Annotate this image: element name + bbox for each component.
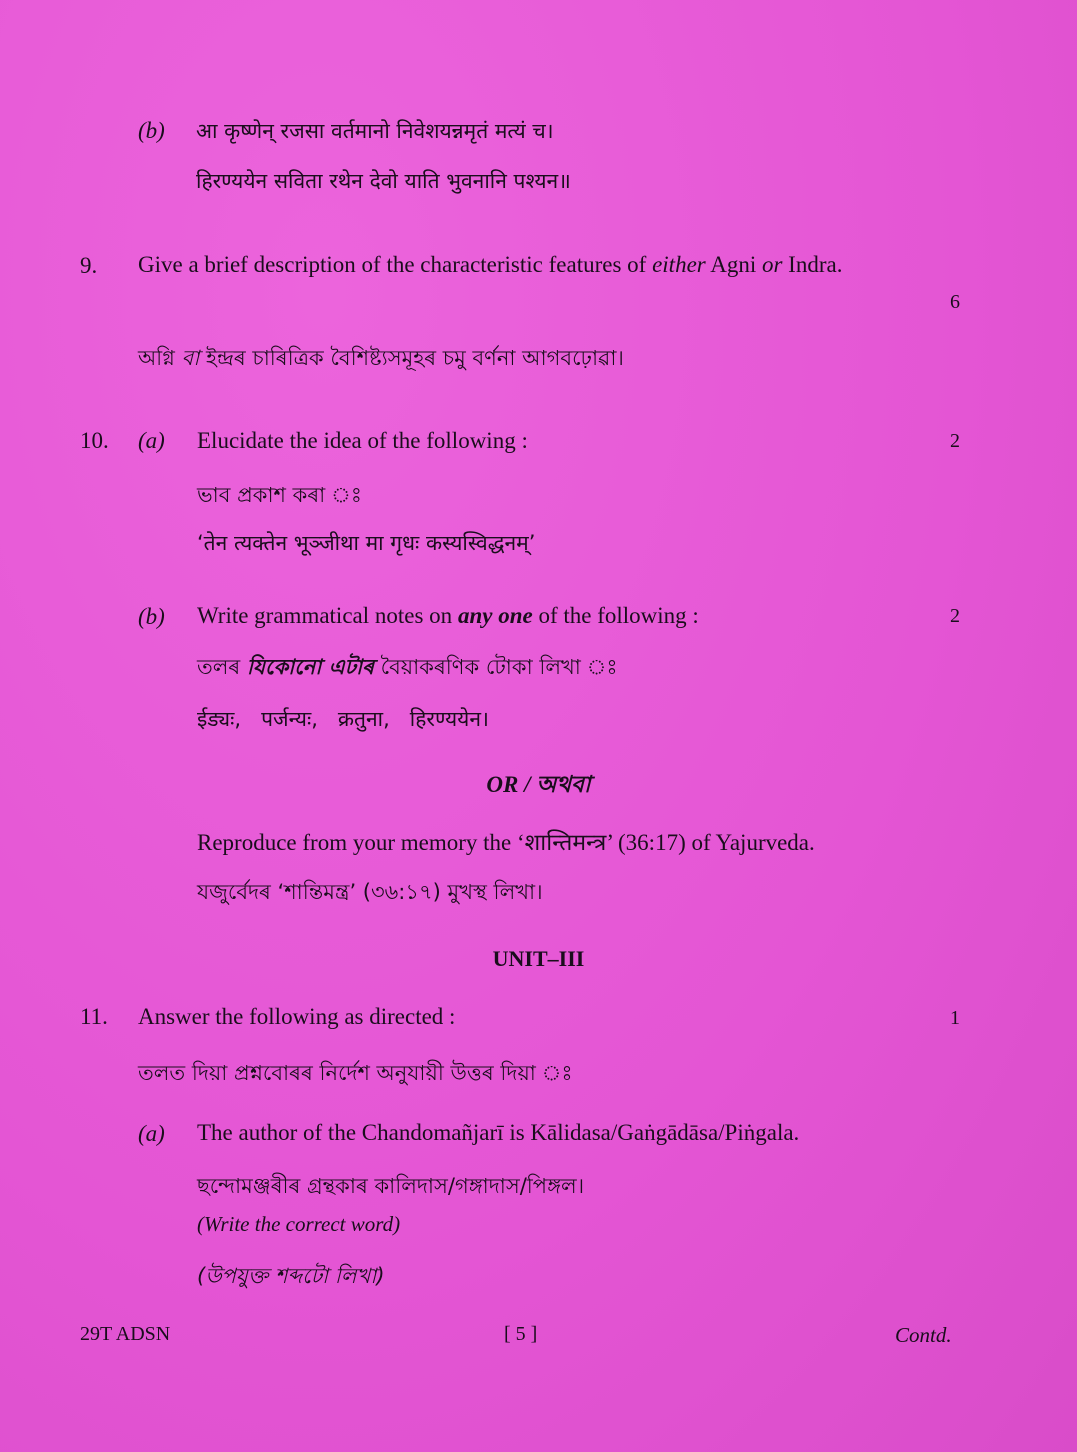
q8b-label: (b) [138, 118, 165, 143]
footer-contd: Contd. [895, 1323, 952, 1347]
q10-number: 10. [80, 428, 109, 453]
q9-either: either [652, 252, 706, 277]
q11-number: 11. [80, 1004, 108, 1029]
q9-number: 9. [80, 253, 98, 278]
q10b-question: Write grammatical notes on any one of the following : [197, 603, 699, 628]
q11-assamese: তলত দিয়া প্ৰশ্নবোৰৰ নিৰ্দেশ অনুযায়ী উত্তৰ দিয়া ঃ [138, 1061, 573, 1085]
q11a-question: The author of the Chandomañjarī is Kālidasa/Gaṅgādāsa/Piṅgala. [197, 1120, 800, 1145]
or-question: Reproduce from your memory the ‘शान्तिमन्त्र’ (36:17) of Yajurveda. [197, 830, 815, 855]
q9-marks: 6 [950, 291, 960, 313]
q11a-label: (a) [138, 1121, 165, 1146]
q10b-marks: 2 [950, 605, 960, 627]
q10a-marks: 2 [950, 430, 960, 452]
q9-assamese: অগ্নি বা ইন্দ্ৰৰ চাৰিত্ৰিক বৈশিষ্ট্যসমূহৰ চমু বৰ্ণনা আগবঢ়োৱা। [138, 346, 624, 370]
footer-page-number: [ 5 ] [504, 1323, 538, 1345]
q8b-sanskrit-line2: हिरण्ययेन सविता रथेन देवो याति भुवनानि पश्यन॥ [196, 169, 571, 193]
q9-question: Give a brief description of the characteristic features of either Agni or Indra. [138, 252, 843, 277]
q10a-question: Elucidate the idea of the following : [197, 428, 528, 453]
or-heading: OR / অথবা [486, 772, 591, 797]
q10a-assamese: ভাব প্ৰকাশ কৰা ঃ [197, 483, 362, 507]
q10b-label: (b) [138, 604, 165, 629]
unit-heading: UNIT–III [492, 946, 585, 971]
footer-paper-code: 29T ADSN [80, 1323, 171, 1345]
q11a-assamese: ছন্দোমঞ্জৰীৰ গ্ৰন্থকাৰ কালিদাস/গঙ্গাদাস/পিঙ্গল। [197, 1174, 585, 1198]
or-assamese: যজুৰ্বেদৰ ‘শান্তিমন্ত্ৰ’ (৩৬:১৭) মুখস্থ লিখা। [197, 880, 543, 904]
q10b-any-one: any one [457, 603, 533, 628]
q10a-quote: ‘तेन त्यक्तेन भूञ्जीथा मा गृधः कस्यस्विद्धनम्’ [197, 531, 536, 555]
q11a-hint: (Write the correct word) [197, 1212, 401, 1236]
q11-marks: 1 [950, 1007, 960, 1029]
q9-or: or [761, 252, 783, 277]
q11a-hint-assamese: (উপযুক্ত শব্দটো লিখা) [197, 1264, 385, 1288]
q10b-words: ईड्यः, पर्जन्यः, क्रतुना, हिरण्ययेन। [197, 707, 489, 731]
q10b-assamese: তলৰ যিকোনো এটাৰ বৈয়াকৰণিক টোকা লিখা ঃ [197, 655, 618, 679]
q8b-sanskrit-line1: आ कृष्णेन् रजसा वर्तमानो निवेशयन्नमृतं मत्यं च। [196, 119, 554, 143]
q11-question: Answer the following as directed : [138, 1004, 456, 1029]
q10a-label: (a) [138, 428, 165, 453]
